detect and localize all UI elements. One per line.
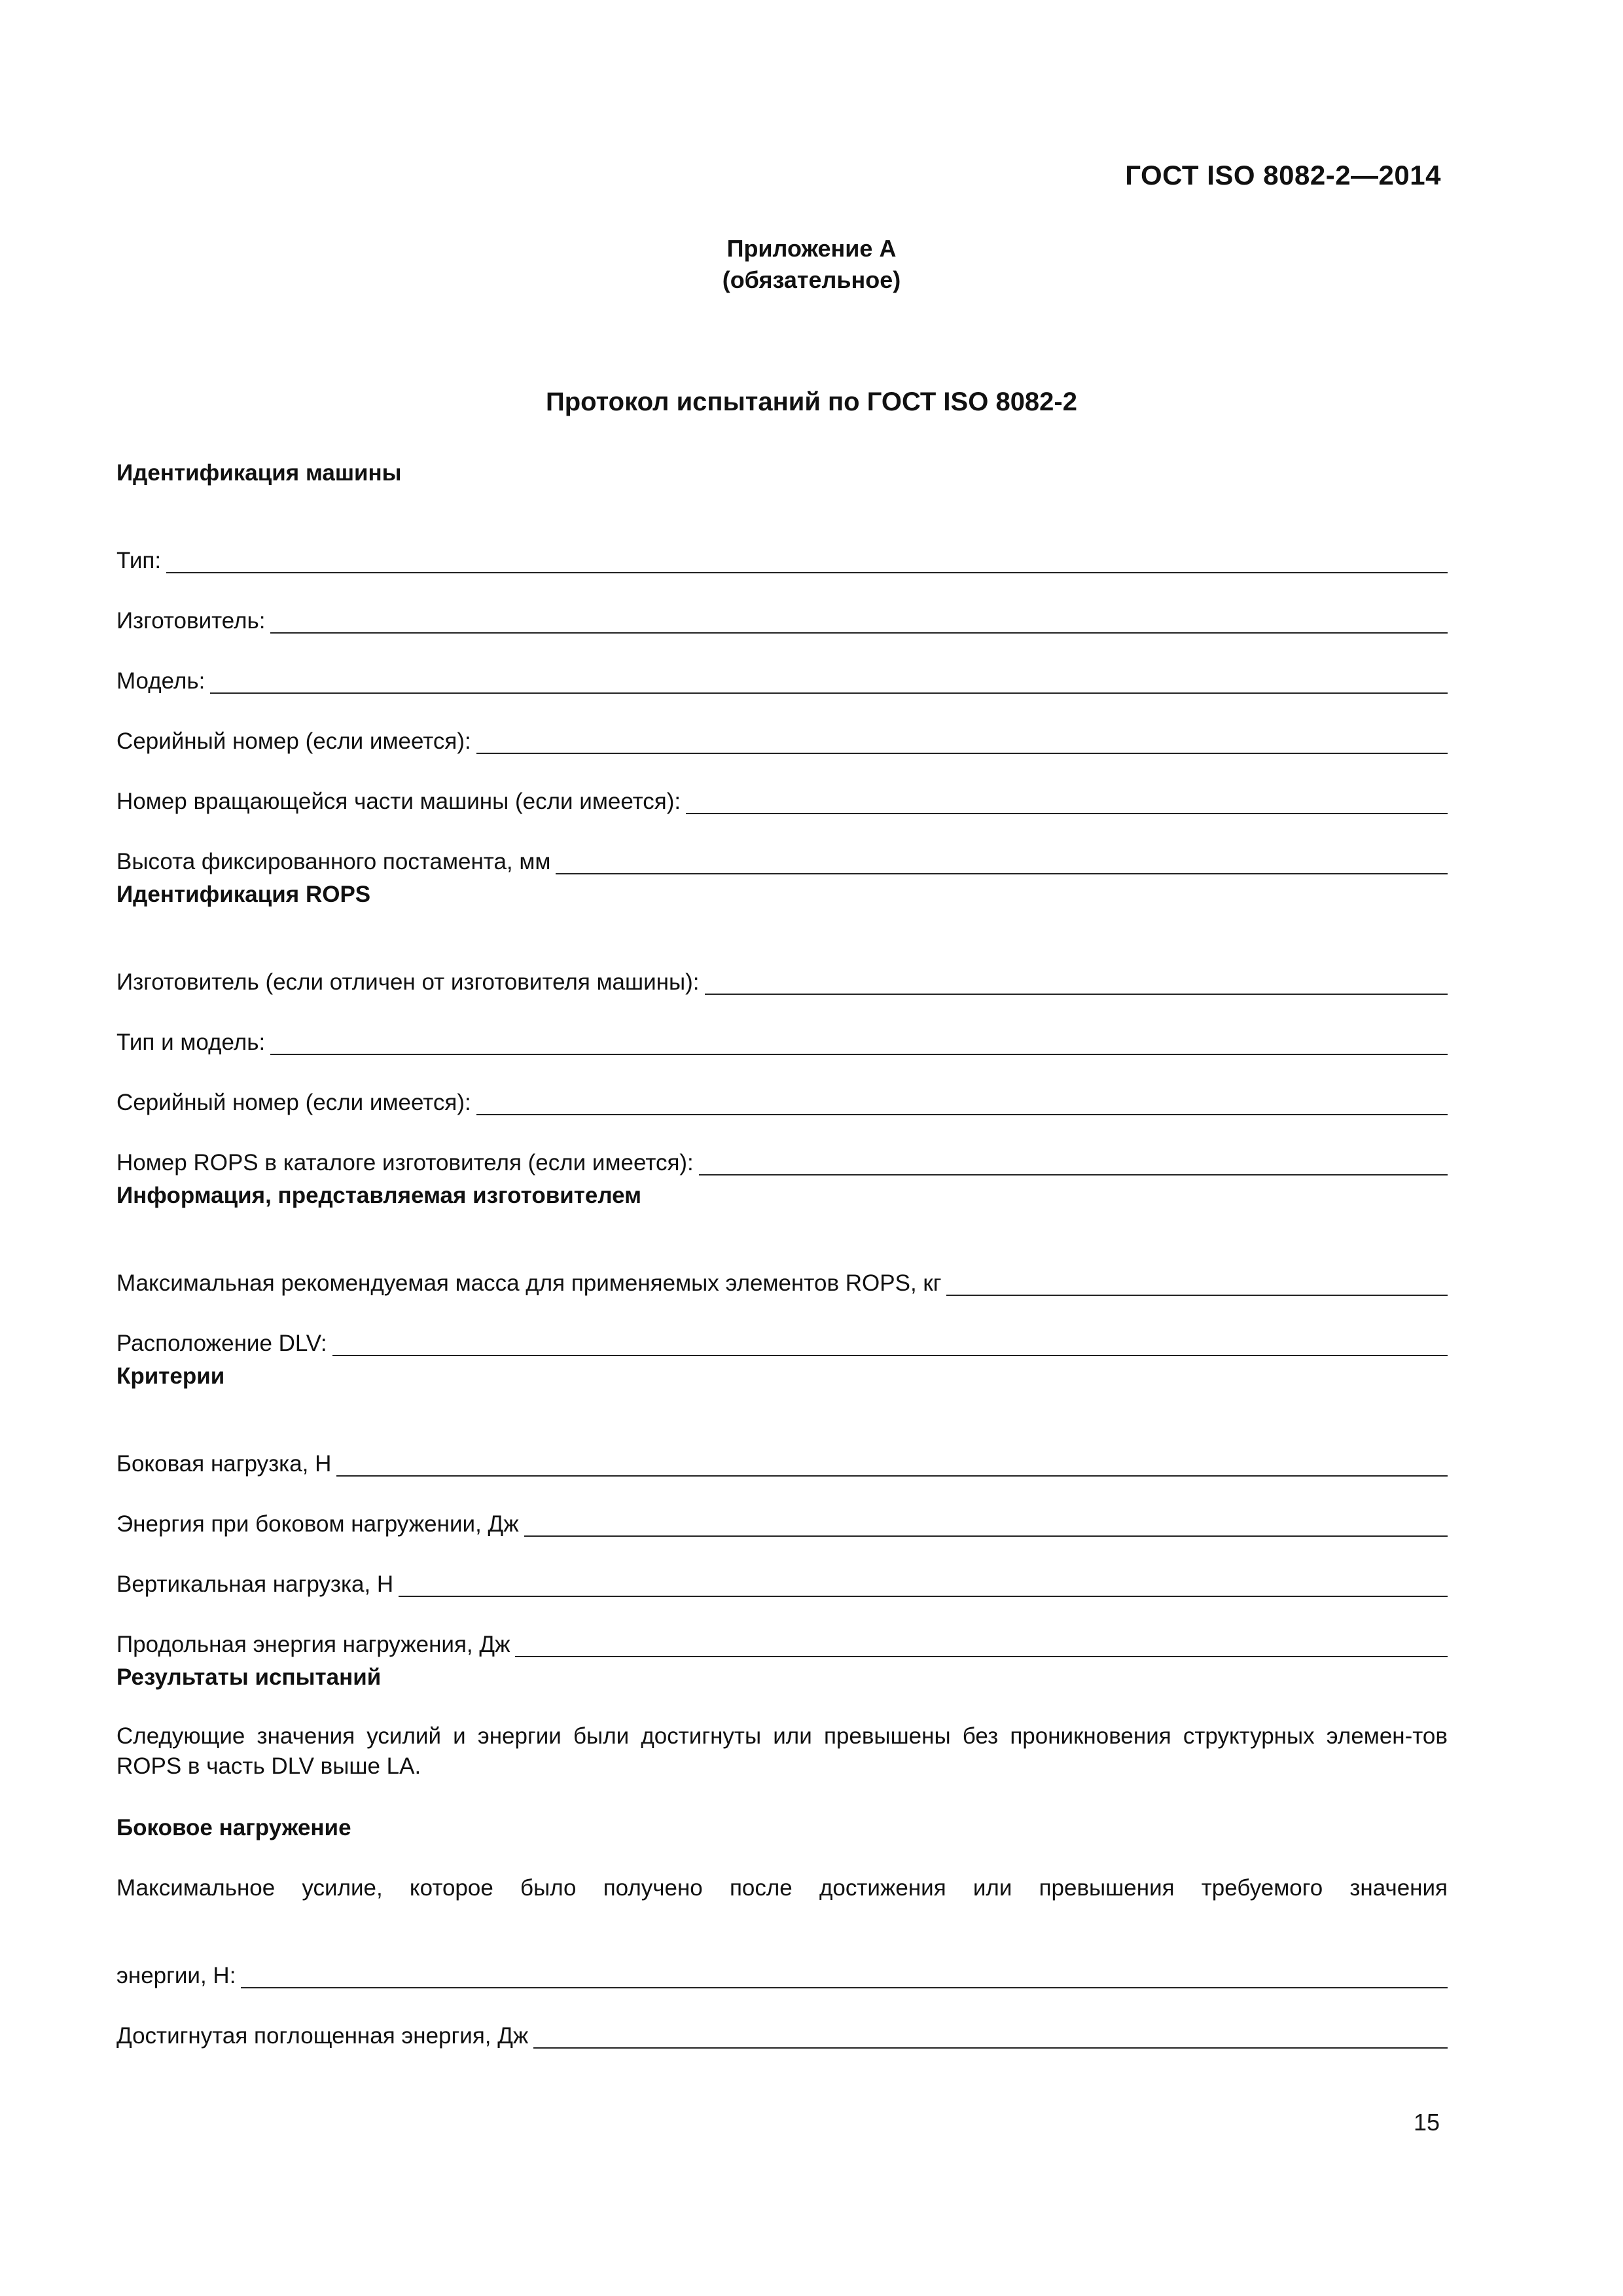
fill-in-line[interactable] — [705, 970, 1448, 995]
field-label: Высота фиксированного постамента, мм — [116, 849, 551, 874]
section-heading-rops: Идентификация ROPS — [116, 882, 371, 907]
field-label: Боковая нагрузка, Н — [116, 1451, 332, 1477]
field-longitudinal-energy — [116, 1601, 1448, 1661]
field-pedestal-height — [116, 818, 1448, 878]
section-heading-lateral: Боковое нагружение — [116, 1815, 351, 1840]
field-vertical-load — [116, 1541, 1448, 1601]
field-label: Изготовитель (если отличен от изготовителя машины): — [116, 969, 700, 995]
lateral-paragraph: Максимальное усилие, которое было получено после достижения или превышения требуемого значения — [116, 1875, 1448, 1901]
fill-in-line[interactable] — [270, 609, 1448, 634]
section-heading-criteria: Критерии — [116, 1363, 225, 1389]
field-lateral-load — [116, 1420, 1448, 1480]
field-max-force-energy — [116, 1932, 1448, 1992]
field-label: Тип и модель: — [116, 1030, 266, 1055]
section-heading-machine: Идентификация машины — [116, 460, 402, 486]
fill-in-line[interactable] — [336, 1452, 1448, 1477]
field-label: Достигнутая поглощенная энергия, Дж — [116, 2023, 529, 2049]
fill-in-line[interactable] — [476, 1090, 1448, 1115]
annex-title: Приложение А — [726, 235, 897, 262]
fill-in-line[interactable] — [556, 850, 1448, 874]
field-absorbed-energy — [116, 1992, 1448, 2053]
section-heading-manufacturer-info: Информация, представляемая изготовителем — [116, 1183, 642, 1208]
annex-heading — [0, 233, 1623, 296]
field-max-mass — [116, 1240, 1448, 1300]
field-label: Серийный номер (если имеется): — [116, 728, 471, 754]
protocol-form — [116, 457, 1448, 2053]
fill-in-line[interactable] — [241, 1964, 1448, 1988]
document-title: Протокол испытаний по ГОСТ ISO 8082-2 — [546, 387, 1077, 416]
field-label: Модель: — [116, 668, 205, 694]
fill-in-line[interactable] — [524, 1512, 1448, 1537]
standard-designation: ГОСТ ISO 8082-2—2014 — [1125, 160, 1441, 190]
field-rops-type-model — [116, 999, 1448, 1059]
fill-in-line[interactable] — [699, 1151, 1448, 1175]
field-label: Энергия при боковом нагружении, Дж — [116, 1511, 519, 1537]
field-label: Номер ROPS в каталоге изготовителя (если имеется): — [116, 1150, 694, 1175]
field-label: Изготовитель: — [116, 608, 266, 634]
fill-in-line[interactable] — [946, 1271, 1448, 1296]
field-label: энергии, Н: — [116, 1963, 236, 1988]
field-rotating-part-number — [116, 758, 1448, 818]
field-label: Максимальная рекомендуемая масса для применяемых элементов ROPS, кг — [116, 1270, 942, 1296]
field-label: Номер вращающейся части машины (если имеется): — [116, 789, 681, 814]
page-number: 15 — [1413, 2109, 1440, 2136]
fill-in-line[interactable] — [332, 1331, 1448, 1356]
results-paragraph: Следующие значения усилий и энергии были достигнуты или превышены без проникновения структурных элемен-тов ROPS в часть DLV выше LA. — [116, 1723, 1448, 1779]
field-label: Продольная энергия нагружения, Дж — [116, 1632, 510, 1657]
annex-status: (обязательное) — [722, 266, 901, 293]
field-machine-serial — [116, 698, 1448, 758]
fill-in-line[interactable] — [399, 1572, 1448, 1597]
field-rops-serial — [116, 1059, 1448, 1119]
field-label: Серийный номер (если имеется): — [116, 1090, 471, 1115]
fill-in-line[interactable] — [270, 1030, 1448, 1055]
field-rops-catalog-number — [116, 1119, 1448, 1179]
fill-in-line[interactable] — [515, 1632, 1448, 1657]
fill-in-line[interactable] — [166, 548, 1448, 573]
fill-in-line[interactable] — [686, 789, 1448, 814]
field-dlv-location — [116, 1300, 1448, 1360]
section-heading-results: Результаты испытаний — [116, 1664, 382, 1690]
fill-in-line[interactable] — [476, 729, 1448, 754]
field-machine-model — [116, 637, 1448, 698]
field-label: Расположение DLV: — [116, 1331, 327, 1356]
field-machine-manufacturer — [116, 577, 1448, 637]
field-rops-manufacturer — [116, 939, 1448, 999]
field-label: Тип: — [116, 548, 162, 573]
field-machine-type — [116, 517, 1448, 577]
fill-in-line[interactable] — [210, 669, 1448, 694]
fill-in-line[interactable] — [533, 2024, 1448, 2049]
field-lateral-energy — [116, 1480, 1448, 1541]
field-label: Вертикальная нагрузка, Н — [116, 1571, 394, 1597]
